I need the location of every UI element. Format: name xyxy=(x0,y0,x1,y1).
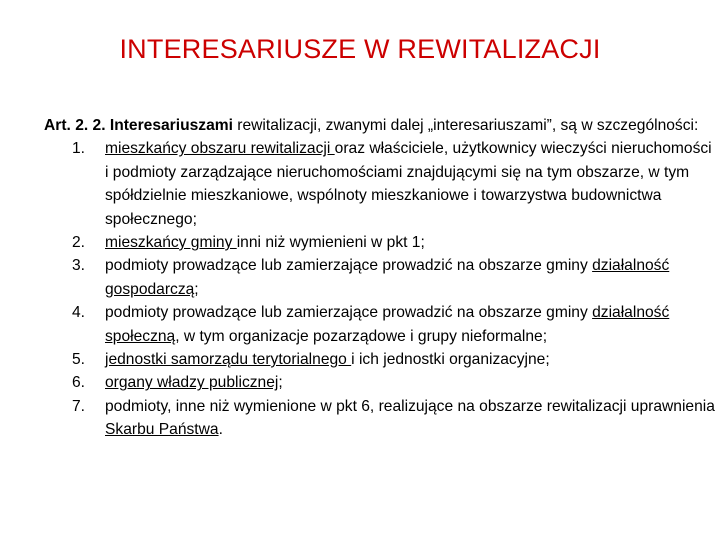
stakeholder-list xyxy=(44,137,716,441)
list-item xyxy=(44,137,716,231)
list-item xyxy=(44,254,716,301)
item-underlined: działalność gospodarczą xyxy=(105,257,670,298)
item-number: 3. xyxy=(72,257,86,275)
item-underlined: działalność społeczną xyxy=(105,304,670,345)
item-text: i ich jednostki organizacyjne; xyxy=(351,351,550,369)
item-number: 7. xyxy=(72,397,86,415)
list-item xyxy=(44,395,716,442)
article-intro xyxy=(44,114,716,137)
item-text: oraz właściciele, użytkownicy wieczyści nieruchomości i podmioty zarządzające nieruchomościami znajdującymi się na tym obszarze, w tym spółdzielnie mieszkaniowe, wspólnoty mieszkaniowe i towarzystwa budownictwa społecznego; xyxy=(105,140,712,228)
item-text: inni niż wymienieni w pkt 1; xyxy=(236,234,425,252)
list-item xyxy=(44,348,716,371)
article-body xyxy=(44,114,716,442)
item-text: . xyxy=(218,421,223,439)
item-underlined: mieszkańcy obszaru rewitalizacji xyxy=(105,140,335,158)
item-text: podmioty prowadzące lub zamierzające prowadzić na obszarze gminy xyxy=(105,257,593,275)
item-text: , w tym organizacje pozarządowe i grupy nieformalne; xyxy=(175,327,548,345)
item-number: 5. xyxy=(72,351,86,369)
item-number: 4. xyxy=(72,304,86,322)
defined-term: Interesariuszami xyxy=(109,117,233,134)
item-underlined: mieszkańcy gminy xyxy=(105,234,237,252)
intro-text: rewitalizacji, zwanymi dalej „interesariuszami”, są w szczególności: xyxy=(232,117,699,134)
item-number: 1. xyxy=(72,140,86,158)
page-title: INTERESARIUSZE W REWITALIZACJI xyxy=(119,34,601,64)
list-item xyxy=(44,371,716,394)
item-text: ; xyxy=(278,374,283,392)
item-underlined: organy władzy publicznej xyxy=(105,374,279,392)
item-number: 6. xyxy=(72,374,86,392)
item-text: ; xyxy=(194,280,199,298)
list-item xyxy=(44,231,716,254)
item-number: 2. xyxy=(72,234,86,252)
article-ref: Art. 2. 2. xyxy=(44,117,110,134)
item-underlined: jednostki samorządu terytorialnego xyxy=(105,351,352,369)
item-text: podmioty prowadzące lub zamierzające prowadzić na obszarze gminy xyxy=(105,304,593,322)
item-text: podmioty, inne niż wymienione w pkt 6, realizujące na obszarze rewitalizacji uprawnienia xyxy=(105,397,715,415)
list-item xyxy=(44,301,716,348)
item-underlined: Skarbu Państwa xyxy=(105,421,219,439)
